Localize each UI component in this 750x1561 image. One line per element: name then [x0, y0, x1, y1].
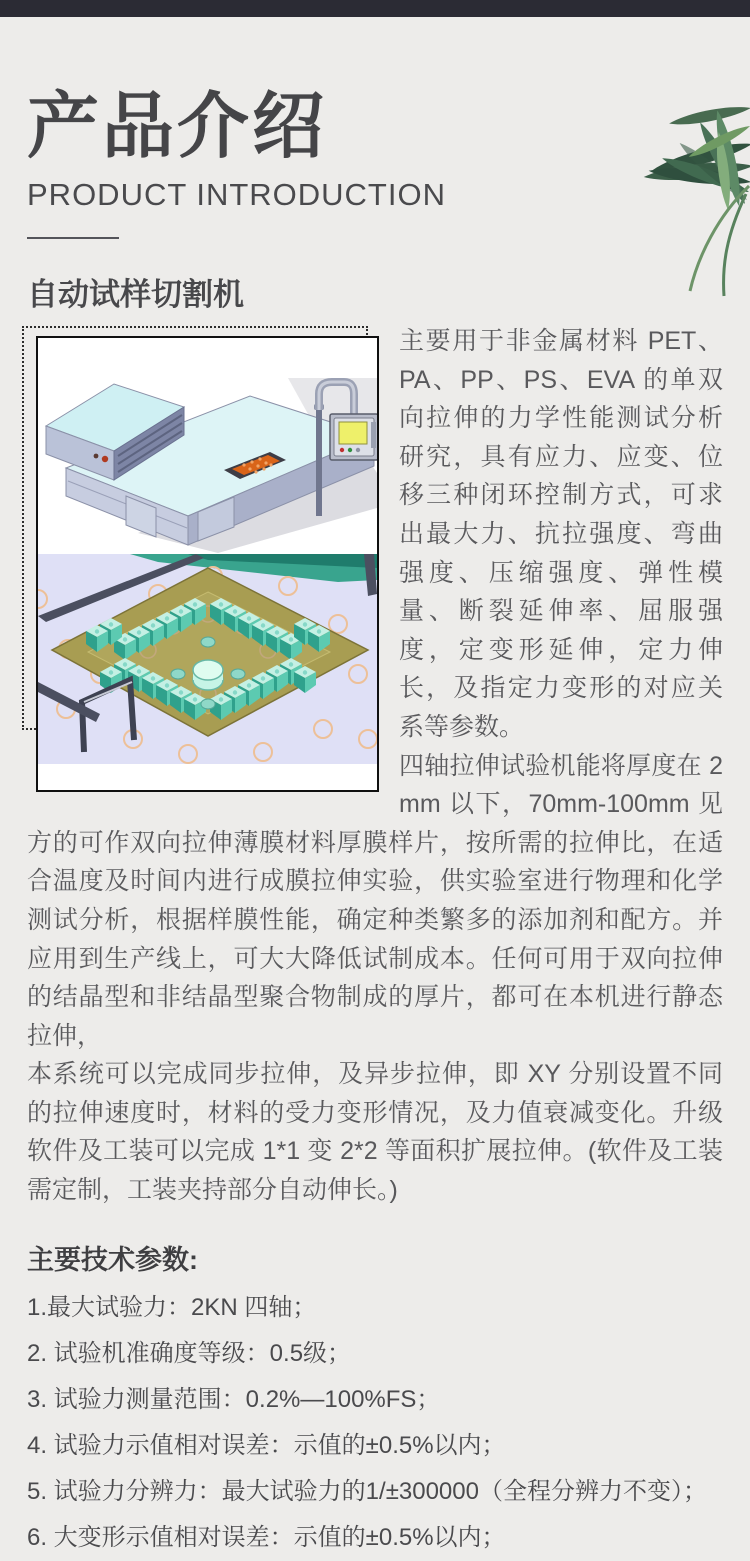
page-subtitle: PRODUCT INTRODUCTION [27, 177, 446, 212]
figure-block [22, 326, 383, 796]
fixture-3d-render [38, 554, 377, 764]
spec-item-5: 5. 试验力分辨力：最大试验力的1/±300000（全程分辨力不变）； [27, 1477, 707, 1505]
section-title: 自动试样切割机 [27, 277, 244, 312]
spec-item-4: 4. 试验力示值相对误差：示值的±0.5%以内； [27, 1431, 506, 1459]
spec-item-3: 3. 试验力测量范围：0.2%—100%FS； [27, 1385, 441, 1413]
specs-heading: 主要技术参数: [27, 1244, 198, 1275]
specs-list [27, 1285, 723, 1561]
description-paragraph-1: 主要用于非金属材料 PET、PA、PP、PS、EVA 的单双向拉伸的力学性能测试分析研究，具有应力、应变、位移三种闭环控制方式，可求出最大力、抗拉强度、弯曲强度、压缩强度、弹性模量、断裂延伸率、屈服强度，定变形延伸，定力伸长，及指定力变形的对应关系等参数。 [399, 327, 723, 741]
description-paragraph-3: 本系统可以完成同步拉伸，及异步拉伸，即 XY 分别设置不同的拉伸速度时，材料的受力变形情况，及力值衰减变化。升级软件及工装可以完成 1*1 变 2*2 等面积扩展拉伸。(软件及工装需定制，工装夹持部分自动伸长。) [27, 1060, 723, 1205]
product-image-box [36, 336, 379, 792]
title-divider [27, 237, 119, 239]
spec-item-1: 1.最大试验力：2KN 四轴； [27, 1293, 317, 1321]
machine-3d-render [38, 338, 377, 554]
technical-parameters-section [27, 1238, 723, 1561]
spec-item-6: 6. 大变形示值相对误差：示值的±0.5%以内； [27, 1523, 506, 1551]
description-paragraph-2: 四轴拉伸试验机能将厚度在 2 mm 以下，70mm-100mm 见方的可作双向拉伸薄膜材料厚膜样片，按所需的拉伸比，在适合温度及时间内进行成膜拉伸实验，供实验室进行物理和化学测试分析，根据样膜性能，确定种类繁多的添加剂和配方。并应用到生产线上，可大大降低试制成本。任何可用于双向拉伸的结晶型和非结晶型聚合物制成的厚片，都可在本机进行静态拉伸， [27, 751, 723, 1050]
page-content [0, 17, 750, 1561]
top-bar [0, 0, 750, 17]
spec-item-2: 2. 试验机准确度等级：0.5级； [27, 1339, 352, 1367]
product-description [27, 322, 723, 1210]
page-title: 产品介绍 [27, 87, 328, 167]
